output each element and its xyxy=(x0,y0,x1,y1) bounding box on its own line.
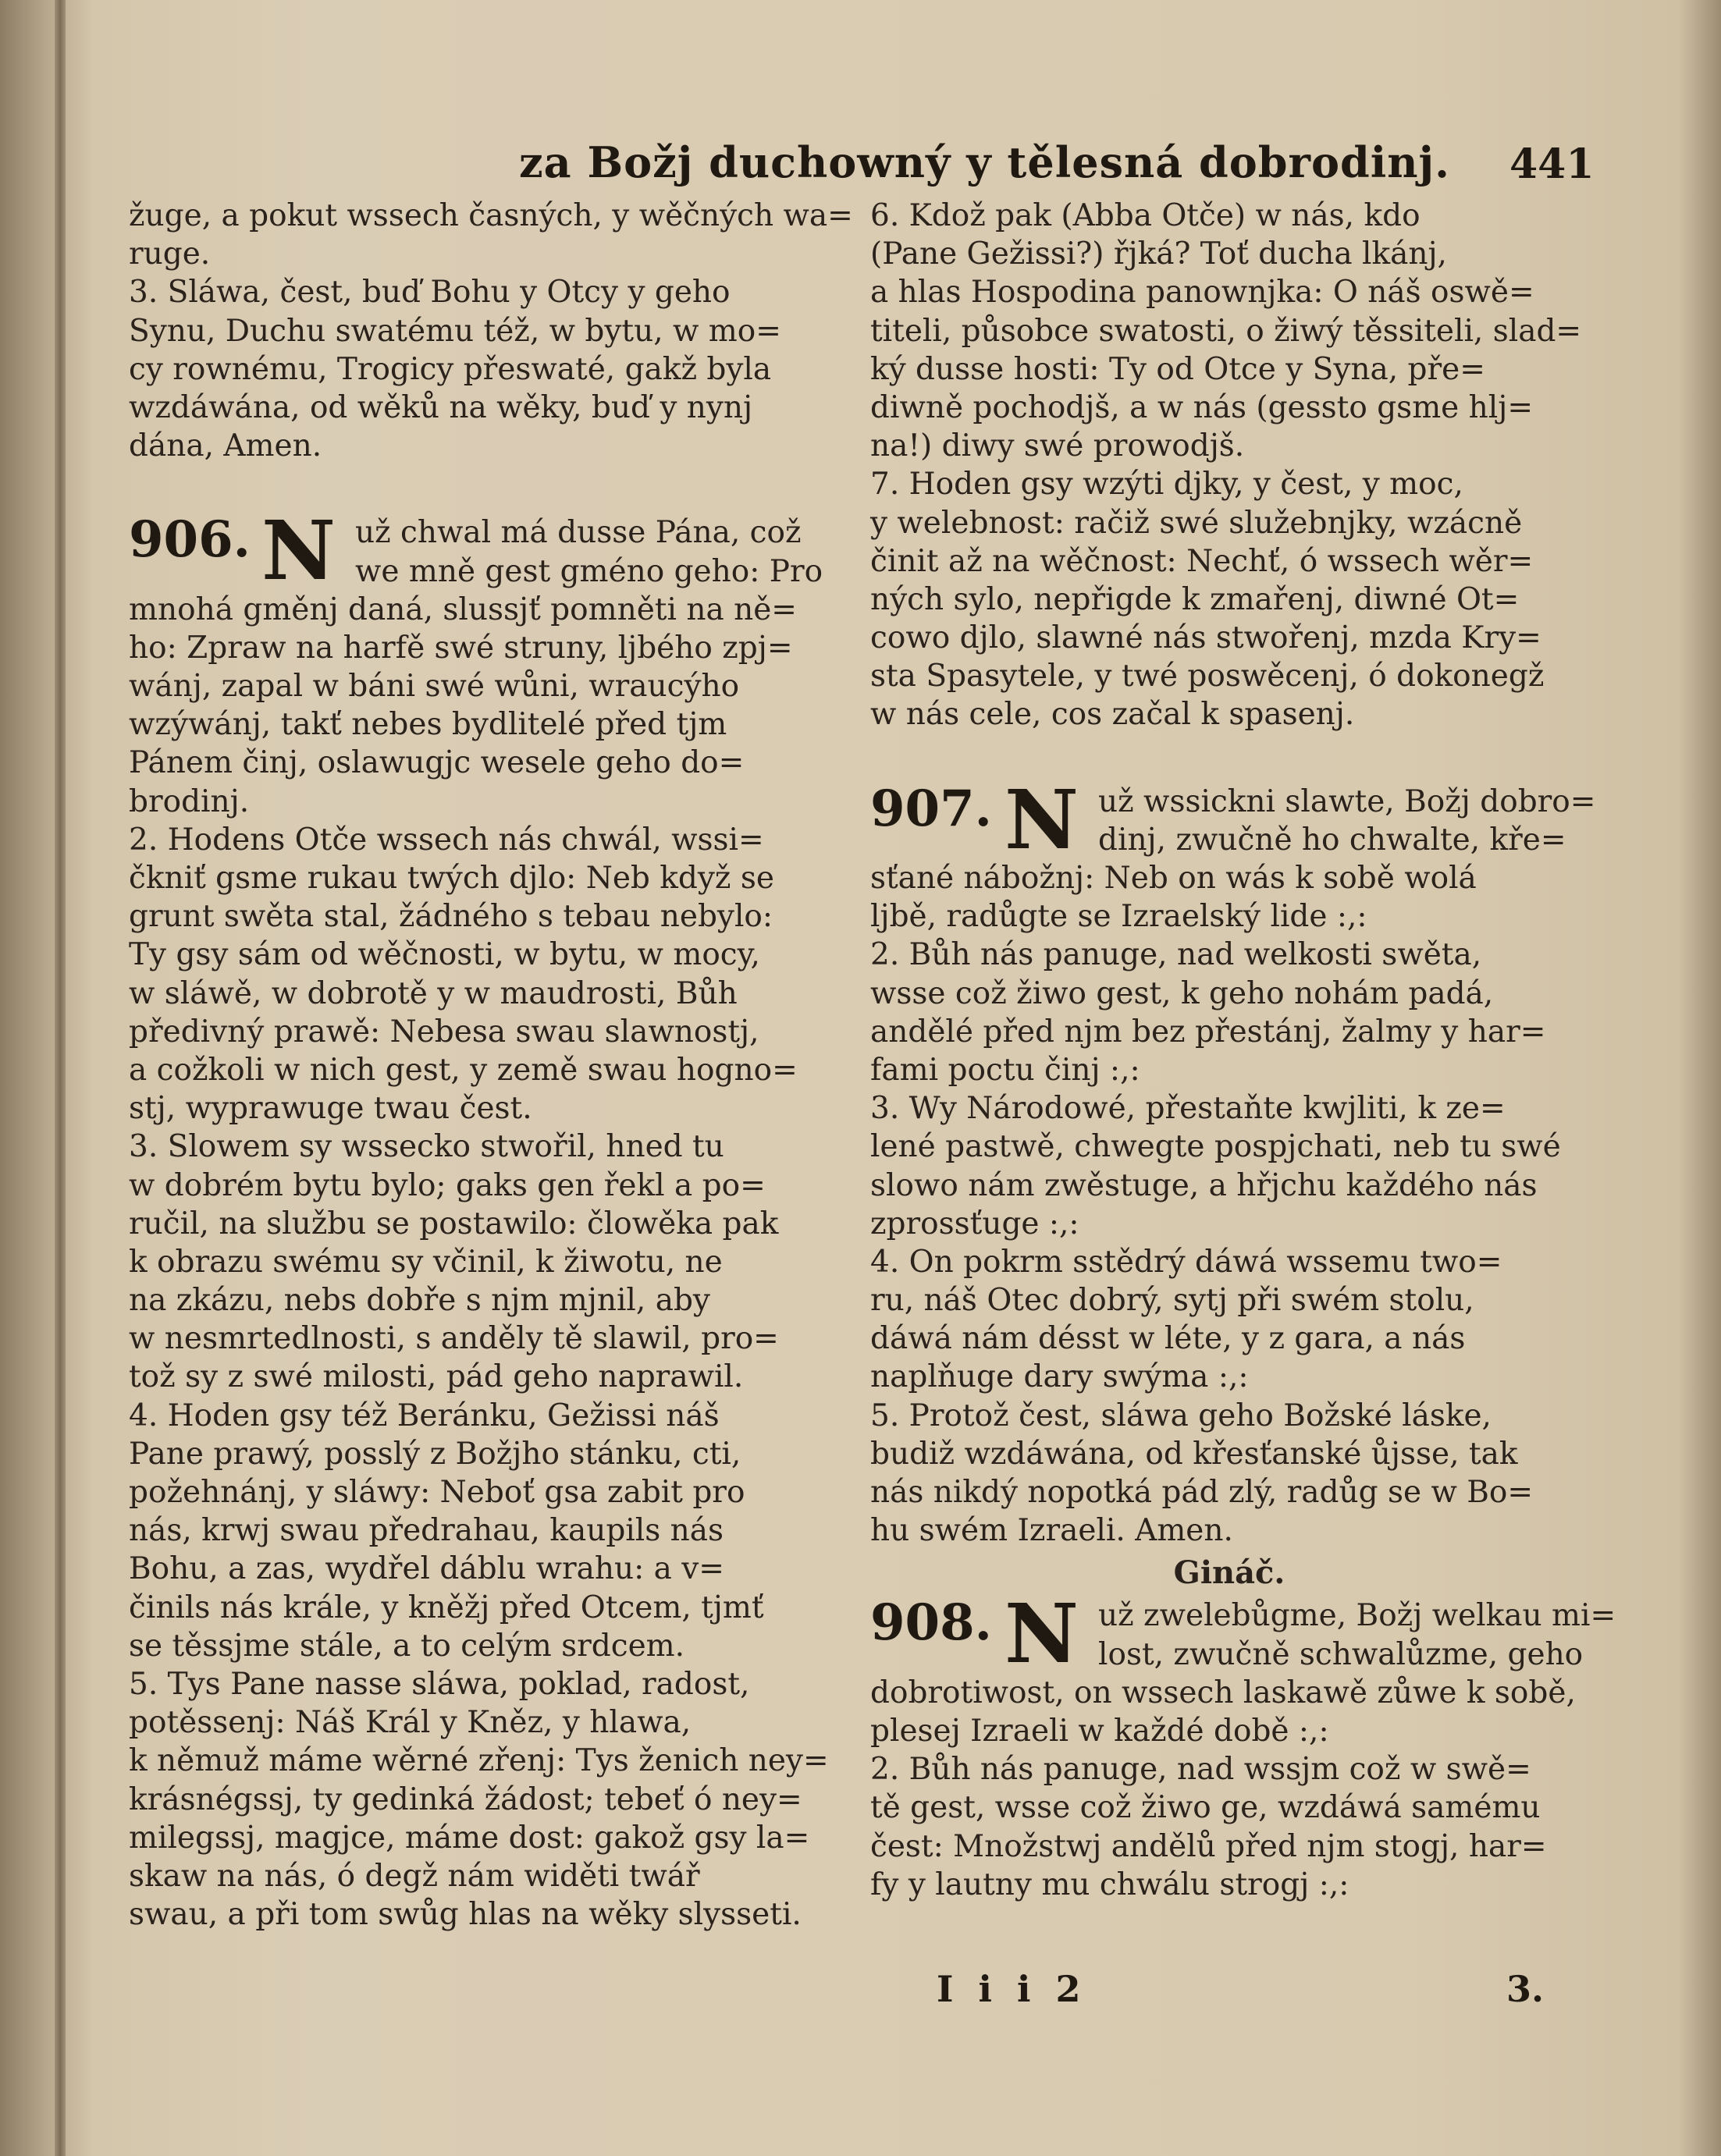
text-line: wzdáwána, od wěků na wěky, buď y nynj xyxy=(129,389,753,425)
text-line: lost, zwučně schwalůzme, geho xyxy=(1098,1636,1584,1672)
text-line: Bohu, a zas, wydřel dáblu wrahu: a v= xyxy=(129,1551,724,1587)
text-line: sťané nábožnj: Neb on wás k sobě wolá xyxy=(870,861,1477,896)
text-line: k obrazu swému sy včinil, k žiwotu, ne xyxy=(129,1244,723,1280)
text-line: potěssenj: Náš Král y Kněz, y hlawa, xyxy=(129,1705,692,1741)
left-top-text xyxy=(129,197,853,465)
text-line: fami poctu činj :,: xyxy=(870,1052,1140,1088)
text-line: w dobrém bytu bylo; gaks gen řekl a po= xyxy=(129,1167,766,1203)
text-line: nás, krwj swau předrahau, kaupils nás xyxy=(129,1513,724,1549)
text-line: čkniť gsme rukau twých djlo: Neb když se xyxy=(129,861,774,896)
page-number: 441 xyxy=(1509,140,1595,188)
text-line: cy rownému, Trogicy přeswaté, gakž byla xyxy=(129,351,772,387)
text-line: andělé před njm bez přestánj, žalmy y har= xyxy=(870,1014,1546,1050)
text-line: už zwelebůgme, Božj welkau mi= xyxy=(1098,1598,1616,1634)
text-line: milegssj, magjce, máme dost: gakož gsy la= xyxy=(129,1820,810,1856)
text-line: 4. Hoden gsy též Beránku, Gežissi náš xyxy=(129,1398,720,1433)
text-line: nás nikdý nopotká pád zlý, radůg se w Bo= xyxy=(870,1475,1534,1510)
text-line: grunt swěta stal, žádného s tebau nebylo: xyxy=(129,899,773,935)
text-line: zprossťuge :,: xyxy=(870,1206,1079,1241)
right-top-text xyxy=(870,197,1588,734)
text-line: mnohá gměnj daná, slussjť pomněti na ně= xyxy=(129,591,797,627)
text-line: ký dusse hosti: Ty od Otce y Syna, pře= xyxy=(870,351,1485,387)
text-line: 2. Bůh nás panuge, nad wssjm což w swě= xyxy=(870,1752,1531,1788)
hymn-lines xyxy=(870,1674,1588,1904)
text-line: ljbě, radůgte se Izraelský lide :,: xyxy=(870,899,1367,935)
text-line: naplňuge dary swýma :,: xyxy=(870,1359,1249,1395)
catchword: 3. xyxy=(1506,1968,1545,2010)
text-line: Pánem činj, oslawugjc wesele geho do= xyxy=(129,745,745,781)
text-line: už chwal má dusse Pána, což xyxy=(355,515,802,551)
drop-cap: N xyxy=(261,503,336,599)
text-line: skaw na nás, ó degž nám widěti twář xyxy=(129,1858,700,1894)
text-line: 6. Kdož pak (Abba Otče) w nás, kdo xyxy=(870,198,1421,233)
text-line: 4. On pokrm sstědrý dáwá wssemu two= xyxy=(870,1244,1502,1280)
text-line: dinj, zwučně ho chwalte, kře= xyxy=(1098,822,1566,858)
text-line: titeli, působce swatosti, o žiwý těssiteli, slad= xyxy=(870,313,1582,349)
text-line: stj, wyprawuge twau čest. xyxy=(129,1091,532,1127)
text-line: 3. Sláwa, čest, buď Bohu y Otcy y geho xyxy=(129,275,731,311)
text-line: brodinj. xyxy=(129,783,250,819)
spacer xyxy=(129,465,831,513)
text-line: ru, náš Otec dobrý, sytj při swém stolu, xyxy=(870,1283,1474,1319)
text-line: tož sy z swé milosti, pád geho naprawil. xyxy=(129,1359,744,1395)
text-line: už wssickni slawte, Božj dobro= xyxy=(1098,783,1596,819)
text-line: žuge, a pokut wssech časných, y wěčných wa= xyxy=(129,198,853,233)
hymn-908 xyxy=(870,1586,1616,1904)
text-line: y welebnost: račiž swé služebnjky, wzácně xyxy=(870,505,1523,541)
text-line: na!) diwy swé prowodjš. xyxy=(870,428,1245,464)
text-line: Ty gsy sám od wěčnosti, w bytu, w mocy, xyxy=(129,937,760,973)
text-line: ručil, na službu se postawilo: člowěka pak xyxy=(129,1206,779,1241)
text-line: k němuž máme wěrné zřenj: Tys ženich ney= xyxy=(129,1743,829,1779)
hymn-number: 906. xyxy=(129,510,251,570)
text-line: dáwá nám désst w léte, y z gara, a nás xyxy=(870,1321,1466,1357)
text-line: w sláwě, w dobrotě y w maudrosti, Bůh xyxy=(129,975,738,1011)
hymn-lines xyxy=(870,859,1588,1550)
text-line: w nás cele, cos začal k spasenj. xyxy=(870,697,1355,733)
hymn-lines xyxy=(129,591,831,1934)
text-line: sta Spasytele, y twé poswěcenj, ó dokonegž xyxy=(870,659,1545,694)
text-line: plesej Izraeli w každé době :,: xyxy=(870,1713,1329,1749)
running-title: za Božj duchowný y tělesná dobrodinj. xyxy=(519,137,1450,187)
text-line: a hlas Hospodina panownjka: O náš oswě= xyxy=(870,275,1534,311)
text-line: slowo nám zwěstuge, a hřjchu každého nás xyxy=(870,1167,1538,1203)
text-line: Pane prawý, posslý z Božjho stánku, cti, xyxy=(129,1436,741,1472)
hymn-number: 908. xyxy=(870,1593,992,1653)
text-line: 2. Bůh nás panuge, nad welkosti swěta, xyxy=(870,937,1482,973)
text-line: wsse což žiwo gest, k geho nohám padá, xyxy=(870,975,1494,1011)
hymn-906 xyxy=(129,503,831,1934)
text-line: we mně gest gméno geho: Pro xyxy=(355,553,823,589)
text-line: se těssjme stále, a to celým srdcem. xyxy=(129,1628,685,1664)
drop-cap: N xyxy=(1005,771,1079,868)
text-line: krásnégssj, ty gedinká žádost; tebeť ó ney= xyxy=(129,1781,802,1817)
text-line: čest: Množstwj andělů před njm stogj, har= xyxy=(870,1828,1547,1864)
drop-cap: N xyxy=(1005,1586,1079,1682)
signature-mark: I i i 2 xyxy=(937,1968,1087,2010)
text-line: dána, Amen. xyxy=(129,428,322,464)
text-line: hu swém Izraeli. Amen. xyxy=(870,1513,1233,1549)
right-column xyxy=(870,197,1616,1904)
text-line: předivný prawě: Nebesa swau slawnostj, xyxy=(129,1014,759,1050)
text-line: 3. Wy Národowé, přestaňte kwjliti, k ze= xyxy=(870,1091,1506,1127)
text-line: budiž wzdáwána, od křesťanské ůjsse, tak xyxy=(870,1436,1518,1472)
text-line: fy y lautny mu chwálu strogj :,: xyxy=(870,1867,1349,1902)
hymn-number: 907. xyxy=(870,779,992,838)
text-line: w nesmrtedlnosti, s anděly tě slawil, pro= xyxy=(129,1321,779,1357)
text-line: 2. Hodens Otče wssech nás chwál, wssi= xyxy=(129,822,764,858)
text-line: swau, a při tom swůg hlas na wěky slysseti. xyxy=(129,1897,802,1933)
text-line: činit až na wěčnost: Nechť, ó wssech wěr= xyxy=(870,543,1534,579)
text-line: lené pastwě, chwegte pospjchati, neb tu swé xyxy=(870,1129,1561,1165)
text-line: 7. Hoden gsy wzýti djky, y čest, y moc, xyxy=(870,467,1463,503)
text-line: ných sylo, nepřigde k zmařenj, diwné Ot= xyxy=(870,581,1520,617)
text-line: tě gest, wsse což žiwo ge, wzdáwá samému xyxy=(870,1790,1541,1826)
spacer xyxy=(870,734,1588,783)
section-subheading: Gináč. xyxy=(1173,1554,1285,1592)
text-line: 5. Tys Pane nasse sláwa, poklad, radost, xyxy=(129,1666,750,1702)
text-line: wánj, zapal w báni swé wůni, wraucýho xyxy=(129,669,740,705)
text-line: wzýwánj, takť nebes bydlitelé před tjm xyxy=(129,707,727,743)
left-column xyxy=(129,197,853,1934)
text-line: na zkázu, nebs dobře s njm mjnil, aby xyxy=(129,1283,710,1319)
running-header xyxy=(0,137,1721,192)
text-line: Synu, Duchu swatému též, w bytu, w mo= xyxy=(129,313,781,349)
text-line: ruge. xyxy=(129,236,211,272)
text-line: 5. Protož čest, sláwa geho Božské láske, xyxy=(870,1398,1492,1433)
text-line: a cožkoli w nich gest, y země swau hogno= xyxy=(129,1052,798,1088)
text-line: (Pane Gežissi?) řjká? Toť ducha lkánj, xyxy=(870,236,1447,272)
page-gutter xyxy=(55,0,66,2156)
text-line: diwně pochodjš, a w nás (gessto gsme hlj= xyxy=(870,389,1534,425)
page-footer xyxy=(0,1968,1721,2015)
text-line: dobrotiwost, on wssech laskawě zůwe k sobě, xyxy=(870,1675,1576,1710)
text-line: 3. Slowem sy wssecko stwořil, hned tu xyxy=(129,1129,724,1165)
text-line: cowo djlo, slawné nás stwořenj, mzda Kry= xyxy=(870,620,1541,656)
text-line: požehnánj, y sláwy: Neboť gsa zabit pro xyxy=(129,1475,745,1510)
text-line: činils nás krále, y kněžj před Otcem, tjmť xyxy=(129,1589,764,1625)
text-line: ho: Zpraw na harfě swé struny, ljbého zpj= xyxy=(129,630,793,666)
hymn-907 xyxy=(870,771,1596,1550)
